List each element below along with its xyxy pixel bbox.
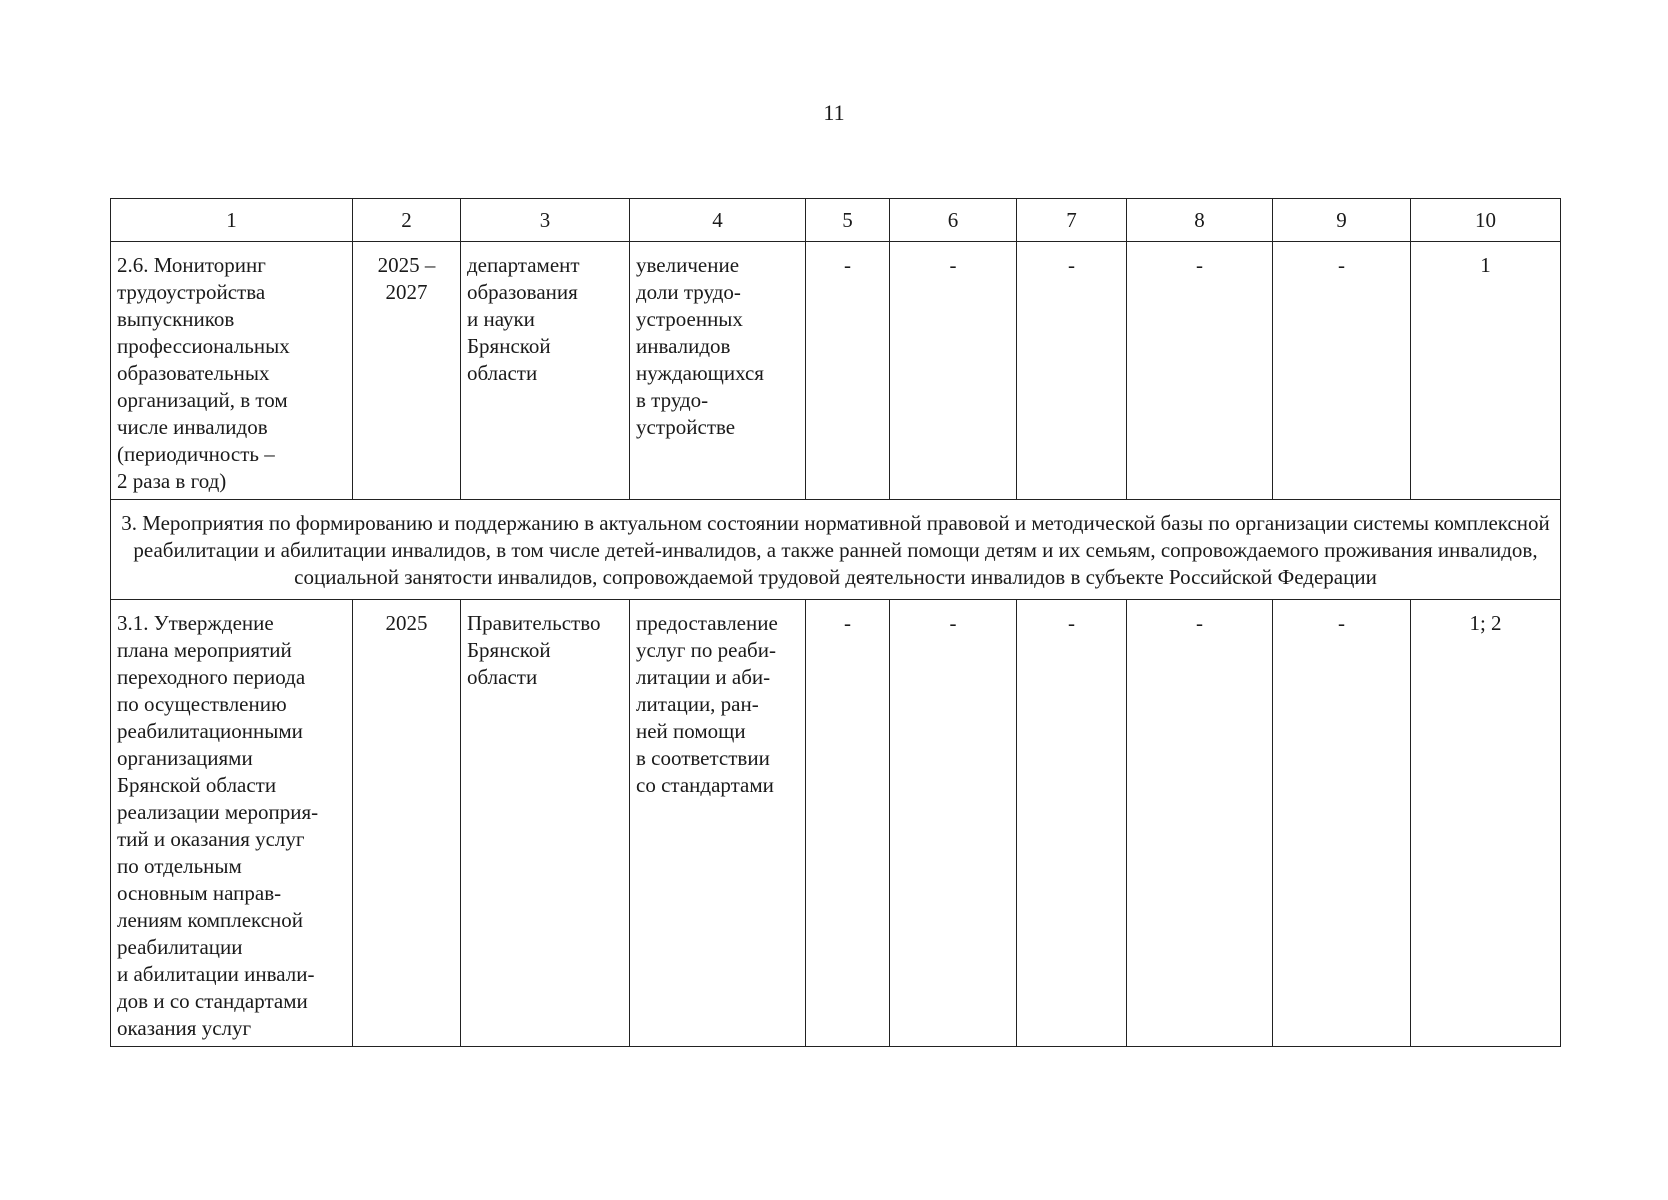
value-cell: -: [806, 600, 890, 1047]
responsible-cell: Правительство Брянской области: [461, 600, 630, 1047]
table-header-row: [111, 199, 1561, 242]
column-number-cell: 8: [1127, 199, 1273, 242]
value-cell: -: [890, 242, 1017, 500]
value-cell: -: [1273, 600, 1411, 1047]
column-number-cell: 10: [1411, 199, 1561, 242]
column-number-cell: 6: [890, 199, 1017, 242]
column-number-cell: 3: [461, 199, 630, 242]
value-cell: -: [806, 242, 890, 500]
table-row: [111, 600, 1561, 1047]
period-cell: 2025: [353, 600, 461, 1047]
page-number: 11: [823, 100, 845, 125]
value-cell: -: [1017, 242, 1127, 500]
period-cell: 2025 – 2027: [353, 242, 461, 500]
column-number-cell: 5: [806, 199, 890, 242]
section-heading: 3. Мероприятия по формированию и поддержанию в актуальном состоянии нормативной правовой и методической базы по организации системы комплексной реабилитации и абилитации инвалидов, в том числе детей-инвалидов, а также ранней помощи детям и их семьям, сопровождаемого проживания инвалидов, социальной занятости инвалидов, сопровождаемой трудовой деятельности инвалидов в субъекте Российской Федерации: [111, 500, 1561, 600]
section-heading-row: [111, 500, 1561, 600]
activity-name-cell: 3.1. Утверждение плана мероприятий переходного периода по осуществлению реабилитационными организациями Брянской области реализации мероприя- тий и оказания услуг по отдельным основным направ- лениям комплексной реабилитации и абилитации инвали- дов и со стандартами оказания услуг: [111, 600, 353, 1047]
value-cell: -: [1127, 242, 1273, 500]
activity-name-cell: 2.6. Мониторинг трудоустройства выпускников профессиональных образовательных организаций, в том числе инвалидов (периодичность – 2 раза в год): [111, 242, 353, 500]
value-cell: -: [1017, 600, 1127, 1047]
result-cell: предоставление услуг по реаби- литации и аби- литации, ран- ней помощи в соответствии со стандартами: [630, 600, 806, 1047]
reference-cell: 1; 2: [1411, 600, 1561, 1047]
table-row: [111, 242, 1561, 500]
column-number-cell: 7: [1017, 199, 1127, 242]
column-number-cell: 9: [1273, 199, 1411, 242]
column-number-cell: 2: [353, 199, 461, 242]
result-cell: увеличение доли трудо- устроенных инвалидов нуждающихся в трудо- устройстве: [630, 242, 806, 500]
value-cell: -: [1127, 600, 1273, 1047]
value-cell: -: [890, 600, 1017, 1047]
column-number-cell: 1: [111, 199, 353, 242]
column-number-cell: 4: [630, 199, 806, 242]
value-cell: -: [1273, 242, 1411, 500]
reference-cell: 1: [1411, 242, 1561, 500]
responsible-cell: департамент образования и науки Брянской области: [461, 242, 630, 500]
activities-table: [110, 198, 1561, 1047]
